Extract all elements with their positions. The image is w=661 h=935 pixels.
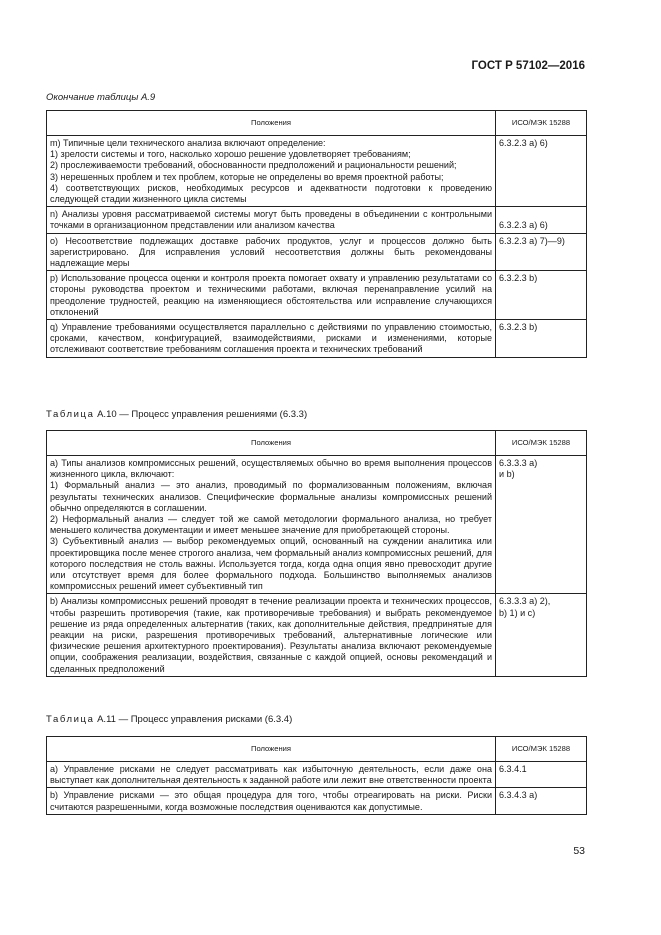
iso-reference-cell: 6.3.4.1	[496, 762, 587, 788]
table-row	[47, 320, 587, 358]
table-a11	[46, 736, 587, 815]
table-row	[47, 271, 587, 320]
position-cell	[47, 456, 496, 594]
iso-reference-cell	[496, 456, 587, 594]
iso-reference-cell: 6.3.2.3 b)	[496, 320, 587, 358]
table-row	[47, 207, 587, 233]
iso-reference-cell	[496, 594, 587, 676]
iso-reference-cell: 6.3.2.3 b)	[496, 271, 587, 320]
table-a9-caption: Окончание таблицы А.9	[46, 92, 156, 103]
table-label: Таблица	[46, 714, 95, 725]
column-header-iso: ИСО/МЭК 15288	[496, 431, 587, 456]
reference-line: 6.3.3.3 а)	[499, 458, 538, 468]
position-cell	[47, 788, 496, 814]
table-header-row	[47, 431, 587, 456]
iso-reference-cell: 6.3.2.3 а) 6)	[496, 136, 587, 207]
table-row	[47, 762, 587, 788]
position-cell	[47, 136, 496, 207]
column-header-iso: ИСО/МЭК 15288	[496, 111, 587, 136]
table-row	[47, 788, 587, 814]
position-line: 3) Субъективный анализ — выбор рекомендуемых опций, основанный на суждении аналитика или проектировщика после менее строгого анализа, чем формальный анализ компромиссных решений, для которого последствия не столь важны. Используется тогда, когда одна опция явно превосходит другие или отсутствует время для более формального подхода. Большинство выполняемых анализов компромиссных решений имеет субъективный тип	[50, 536, 492, 592]
column-header-iso: ИСО/МЭК 15288	[496, 737, 587, 762]
table-row	[47, 456, 587, 594]
position-cell	[47, 594, 496, 676]
table-a11-caption	[46, 714, 292, 725]
position-line: а) Типы анализов компромиссных решений, осуществляемых обычно во время выполнения процессов жизненного цикла, включают:	[50, 458, 492, 480]
column-header-position: Положения	[47, 737, 496, 762]
iso-reference-cell: 6.3.4.3 а)	[496, 788, 587, 814]
column-header-position: Положения	[47, 111, 496, 136]
table-header-row	[47, 111, 587, 136]
iso-reference-cell: 6.3.2.3 а) 6)	[496, 207, 587, 233]
table-header-row	[47, 737, 587, 762]
position-line: n) Анализы уровня рассматриваемой системы могут быть проведены в объединении с контрольными точками в организационном представлении или анализом качества	[50, 209, 492, 231]
position-line: b) Анализы компромиссных решений проводят в течение реализации проекта и технических процессов, чтобы разрешить противоречия (такие, как противоречивые требования) и выбрать рекомендуемое решение из ряда определенных альтернатив (таких, как дополнительные действия, предпринятые для реакции на риски, разрешения противоречивых требований, альтернативные логические или физические решения архитектурного проектирования). Результаты анализа включают рекомендуемые опции, соображения реализации, воздействия, связанные с каждой опцией, основы рекомендаций и сделанных предположений	[50, 596, 492, 674]
position-cell	[47, 271, 496, 320]
position-line: 1) Формальный анализ — это анализ, проводимый по формализованным положениям, включая результаты технических анализов. Специфические формальные анализы компромиссных решений обычно определяются в соглашении.	[50, 480, 492, 513]
position-line: 3) нерешенных проблем и тех проблем, которые не определены во время проектной работы;	[50, 171, 444, 182]
column-header-position: Положения	[47, 431, 496, 456]
table-a10	[46, 430, 587, 677]
position-cell	[47, 320, 496, 358]
table-a9	[46, 110, 587, 358]
table-title: А.11 — Процесс управления рисками (6.3.4)	[97, 714, 293, 725]
reference-line: 6.3.3.3 а) 2),	[499, 596, 551, 607]
page-number: 53	[573, 845, 585, 857]
table-a10-caption	[46, 409, 307, 420]
table-title: А.10 — Процесс управления решениями (6.3.3)	[97, 409, 308, 420]
position-line: 4) соответствующих рисков, необходимых ресурсов и адекватности подготовки к проведению следующей стадии жизненного цикла системы	[50, 182, 492, 205]
table-row	[47, 594, 587, 676]
position-line: о) Несоответствие подлежащих доставке рабочих продуктов, услуг и процессов должно быть зарегистрировано. Для исправления условий несоответствия должны быть рекомендованы надлежащие меры	[50, 235, 492, 269]
position-line: р) Использование процесса оценки и контроля проекта помогает охвату и управлению результатами со стороны руководства проектом и техническими работами, включая перенаправление усилий на преодоление трудностей, реакцию на изменяющиеся обстоятельства или исправление случающихся отклонений	[50, 273, 492, 317]
position-cell	[47, 762, 496, 788]
standard-number: ГОСТ Р 57102—2016	[471, 60, 585, 72]
position-line: 1) зрелости системы и того, насколько хорошо решение удовлетворяет требованиям;	[50, 149, 411, 160]
position-line: m) Типичные цели технического анализа включают определение:	[50, 138, 326, 148]
position-line: а) Управление рисками не следует рассматривать как избыточную деятельность, если даже она выступает как дополнительная деятельность к заданной работе или лежит вне ответственности проекта	[50, 764, 492, 786]
table-row	[47, 136, 587, 207]
position-cell	[47, 233, 496, 271]
reference-line: и b)	[499, 469, 515, 480]
position-line: q) Управление требованиями осуществляется параллельно с действиями по управлению стоимостью, сроками, качеством, конфигурацией, взаимодействиями, рисками и изменениями, которые отслеживают соответствие требованиям соглашения проекта и технических требований	[50, 322, 492, 355]
position-cell	[47, 207, 496, 233]
position-line: 2) прослеживаемости требований, обоснованности предположений и рациональности решений;	[50, 160, 457, 171]
iso-reference-cell: 6.3.2.3 а) 7)—9)	[496, 233, 587, 271]
position-line: 2) Неформальный анализ — следует той же самой методологии формального анализа, но требует меньшего количества документации и имеет меньшее значение для приобретающей стороны.	[50, 514, 492, 536]
position-line: b) Управление рисками — это общая процедура для того, чтобы отреагировать на риски. Риски считаются разрешенными, когда возможные последствия оцениваются как допустимые.	[50, 790, 492, 812]
reference-line: b) 1) и с)	[499, 607, 536, 618]
table-label: Таблица	[46, 409, 95, 420]
table-row	[47, 233, 587, 271]
